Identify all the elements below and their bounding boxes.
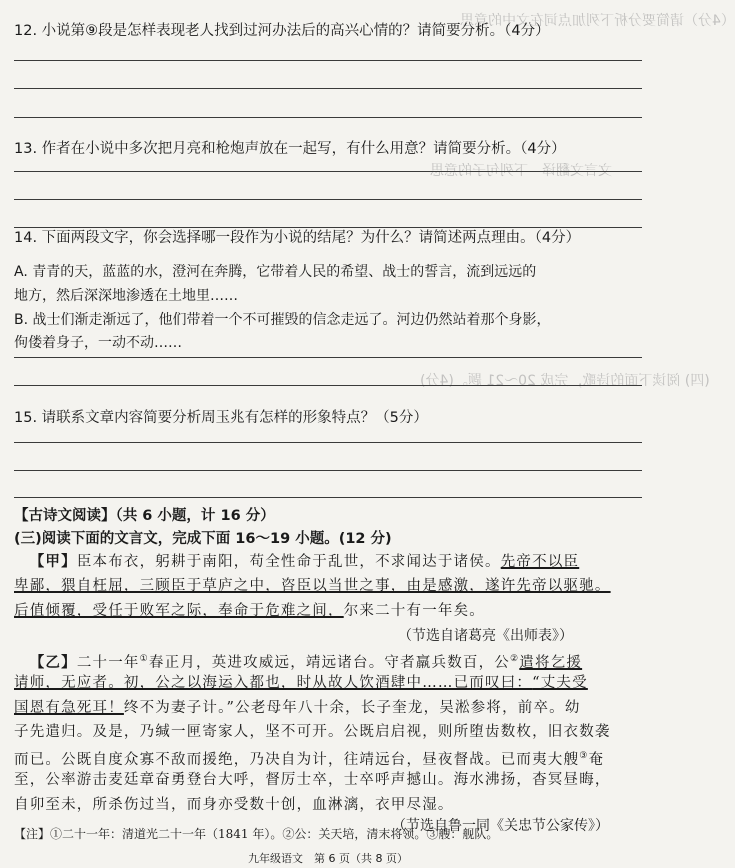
annotation-note: 【注】①二十一年：清道光二十一年（1841 年）。②公：关天培，清末将领。③艘：舰队。 bbox=[14, 827, 499, 841]
answer-line bbox=[14, 227, 642, 228]
answer-line bbox=[14, 385, 642, 386]
question-14: 14. 下面两段文字，你会选择哪一段作为小说的结尾？为什么？请简述两点理由。（4分） bbox=[14, 230, 581, 246]
passage-jia: 【甲】臣本布衣，躬耕于南阳，苟全性命于乱世，不求闻达于诸侯。先帝不以臣 卑鄙，猥自枉屈，三顾臣于草庐之中，咨臣以当世之事，由是感激，遂许先帝以驱驰。 后值倾覆，受任于败军之际，奉命于危难之间，尔来二十有一年矣。 bbox=[14, 553, 611, 619]
answer-line bbox=[14, 357, 642, 358]
passage-tag-jia: 【甲】 bbox=[29, 553, 77, 570]
answer-line bbox=[14, 117, 642, 118]
question-13: 13. 作者在小说中多次把月亮和枪炮声放在一起写，有什么用意？请简要分析。（4分） bbox=[14, 141, 566, 157]
section-instruction: (三)阅读下面的文言文，完成下面 16～19 小题。(12 分) bbox=[14, 531, 392, 547]
answer-line bbox=[14, 88, 642, 89]
passage-tag-yi: 【乙】 bbox=[29, 653, 77, 671]
option-b-line-1: B. 战士们渐走渐远了，他们带着一个不可摧毁的信念走远了。河边仍然站着那个身影， bbox=[14, 312, 551, 328]
answer-line bbox=[14, 171, 642, 172]
show-through-text: （4分）请简要分析下列加点词在文中的意思 bbox=[460, 13, 735, 29]
question-12: 12. 小说第⑨段是怎样表现老人找到过河办法后的高兴心情的？请简要分析。（4分） bbox=[14, 23, 550, 39]
option-a-line-2: 地方，然后深深地渗透在土地里…… bbox=[14, 288, 238, 304]
answer-line bbox=[14, 470, 642, 471]
passage-yi: 【乙】二十一年①春正月，英进攻威远，靖远诸台。守者羸兵数百，公②遣将乞援 请师，无应者。初，公之以海运入都也，时从故人饮酒肆中……已而叹曰：“丈夫受 国恩有急死耳！终不为妻子计。”公老母年八十余，长子奎龙，吴淞参将，前卒。幼 子先遣归。及是，乃缄一匣寄家人，坚不可开。公既启启视，则所堕齿数枚，旧衣数袭 而已。公既自度众寡不敌而援绝，乃决自为计，往靖远台，昼夜督战。已而夷大艘③奄 至，公率游击麦廷章奋勇登台大呼，督厉士卒，士卒呼声撼山。海水沸扬，杳冥昼晦， 自卯至未，所杀伤过当，而身亦受数十创，血淋漓，衣甲尽湿。 bbox=[14, 653, 611, 813]
option-a-line-1: A. 青青的天，蓝蓝的水，澄河在奔腾，它带着人民的希望、战士的誓言，流到远远的 bbox=[14, 264, 537, 280]
show-through-text: 文言文翻译 下列句子的意思 bbox=[430, 163, 612, 179]
source-yi: （节选自鲁一同《关忠节公家传》） bbox=[392, 818, 609, 834]
section-header: 【古诗文阅读】（共 6 小题，计 16 分） bbox=[14, 508, 275, 524]
question-15: 15. 请联系文章内容简要分析周玉兆有怎样的形象特点？（5分） bbox=[14, 410, 428, 426]
show-through-text: (四) 阅读下面的诗歌，完成 20～21 题。(4分) bbox=[420, 373, 710, 389]
answer-line bbox=[14, 442, 642, 443]
answer-line bbox=[14, 199, 642, 200]
answer-line bbox=[14, 497, 642, 498]
page-footer: 九年级语文 第 6 页（共 8 页） bbox=[248, 852, 408, 865]
answer-line bbox=[14, 60, 642, 61]
option-b-line-2: 佝偻着身子，一动不动…… bbox=[14, 335, 182, 351]
source-jia: （节选自诸葛亮《出师表》） bbox=[398, 628, 573, 644]
